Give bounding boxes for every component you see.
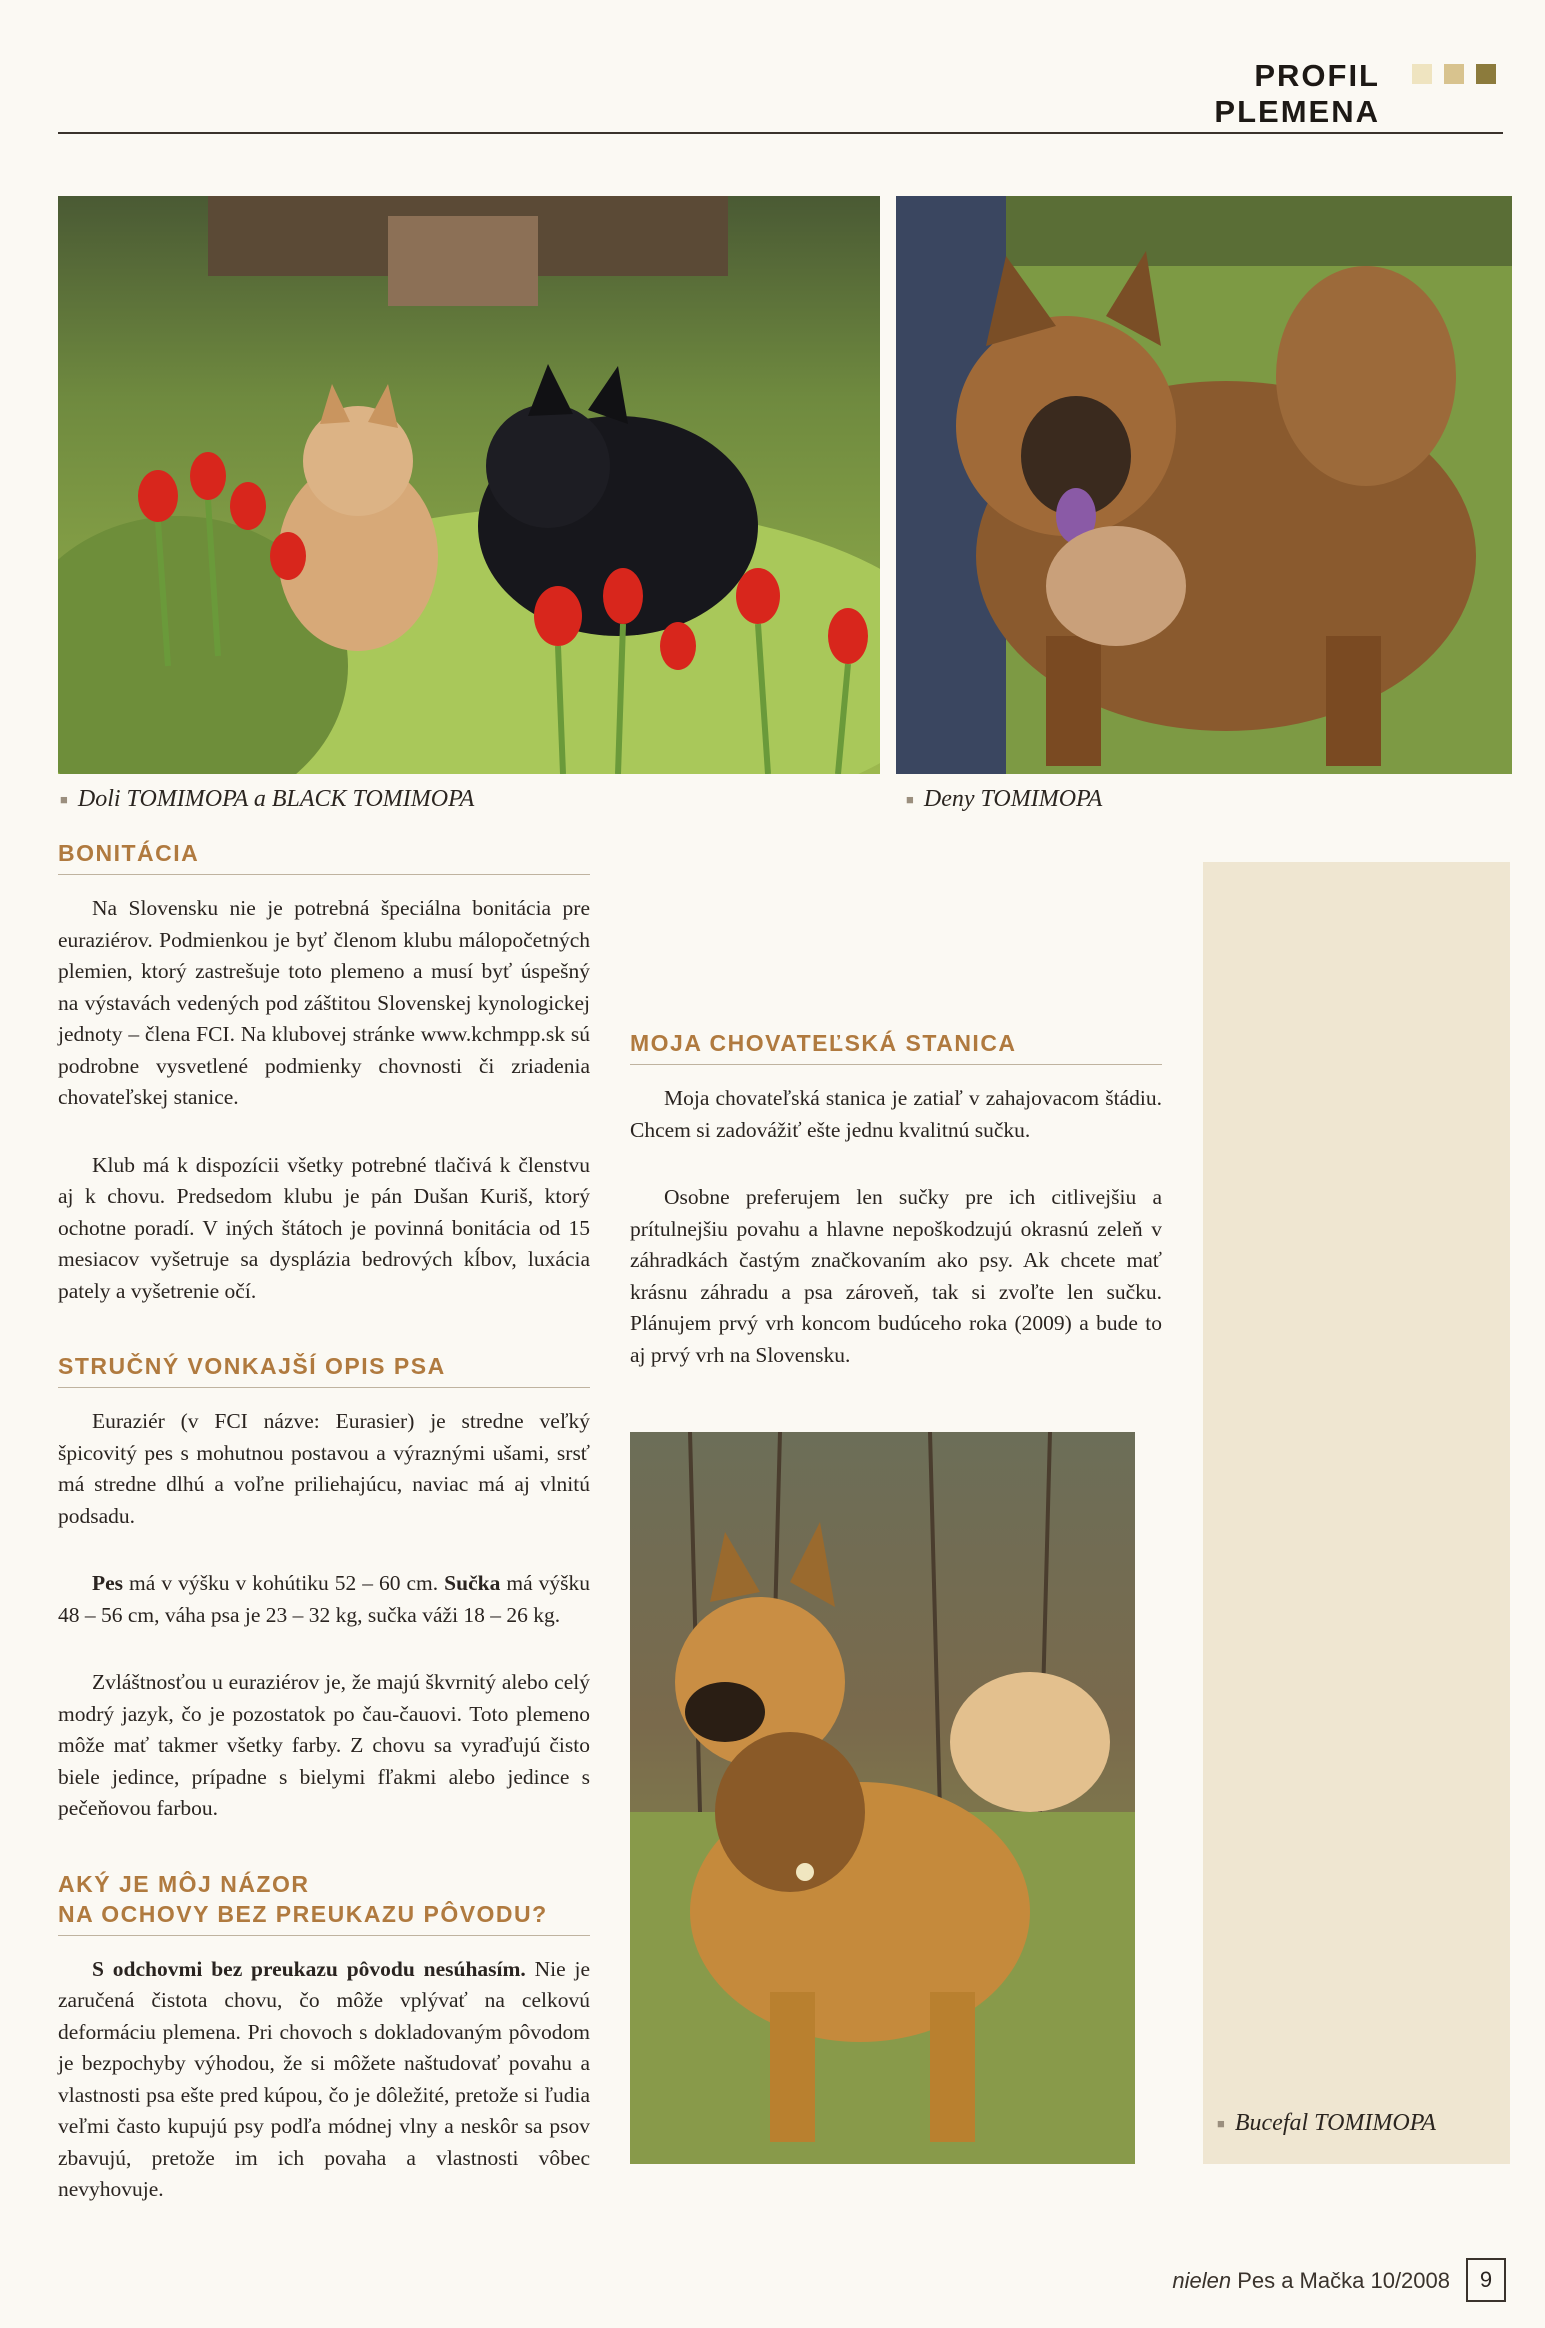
footer-magazine bbox=[1100, 2268, 1450, 2294]
bold-term: Pes bbox=[92, 1571, 124, 1595]
section-title: PROFIL PLEMENA bbox=[1214, 58, 1380, 129]
photo-doli-and-black bbox=[58, 196, 880, 774]
side-panel bbox=[1203, 862, 1510, 2164]
text-run: Nie je zaručená čistota chovu, čo môže vplývať na celkovú deformáciu plemena. Pri chovoch s dokladovaným pôvodom je bezpochyby výhodou, že si môžete naštudovať povahu a vlastnosti psa ešte pred kúpou, čo je dôležité, pretože si ľudia veľmi často kupujú psy podľa módnej vlny a neskôr sa psov zbavujú, pretože im ich povaha a vlastnosti vôbec nevyhovuje. bbox=[58, 1956, 590, 2201]
paragraph: Euraziér (v FCI názve: Eurasier) je stredne veľký špicovitý pes s mohutnou postavou a výraznými ušami, srsť má stredne dlhú a voľne priliehajúcu, naviac má aj vlnitú podsadu. bbox=[58, 1409, 590, 1528]
footer-brand: nielen bbox=[1172, 2268, 1232, 2293]
heading-nazor bbox=[58, 1869, 590, 1936]
column-left bbox=[58, 838, 590, 2242]
bullet-icon: ■ bbox=[1217, 2116, 1225, 2132]
bullet-icon: ■ bbox=[60, 792, 68, 808]
caption-photo-2 bbox=[906, 786, 1102, 813]
caption-text: Bucefal TOMIMOPA bbox=[1234, 2110, 1436, 2136]
caption-photo-1 bbox=[60, 786, 474, 813]
photo-bucefal bbox=[630, 1432, 1135, 2164]
paragraph: Osobne preferujem len sučky pre ich citlivejšiu a prítulnejšiu povahu a hlavne nepoškodzujú okrasnú zeleň v záhradkách častým značkovaním ako psy. Ak chcete mať krásnu záhradu a psa zároveň, tak si zvoľte len sučku. Plánujem prvý vrh koncom budúceho roka (2009) a bude to aj prvý vrh na Slovensku. bbox=[630, 1185, 1162, 1367]
paragraph: Na Slovensku nie je potrebná špeciálna bonitácia pre euraziérov. Podmienkou je byť členom klubu málopočetných plemien, ktorý zastrešuje toto plemeno a musí byť úspešný na výstavách vedených pod záštitou Slovenskej kynologickej jednoty – člena FCI. Na klubovej stránke www.kchmpp.sk sú podrobne vysvetlené podmienky chovnosti či zriadenia chovateľskej stanice. bbox=[58, 896, 590, 1109]
heading-line: AKÝ JE MÔJ NÁZOR bbox=[58, 1870, 310, 1897]
paragraph-sizes bbox=[58, 1568, 590, 1631]
header-rule bbox=[58, 132, 1503, 134]
column-middle bbox=[630, 838, 1162, 1407]
caption-text: Deny TOMIMOPA bbox=[923, 786, 1103, 812]
paragraph: Moja chovateľská stanica je zatiaľ v zahajovacom štádiu. Chcem si zadovážiť ešte jednu kvalitnú sučku. bbox=[630, 1086, 1162, 1142]
caption-photo-3 bbox=[1217, 2110, 1436, 2137]
bold-term: S odchovmi bez preukazu pôvodu nesúhasím. bbox=[92, 1956, 526, 1981]
decor-square-dark bbox=[1476, 64, 1496, 84]
text-run: má v výšku v kohútiku 52 – 60 cm. bbox=[123, 1571, 445, 1595]
text-run: má výšku 48 – 56 cm, váha psa je 23 – 32 kg, sučka váži 18 – 26 kg. bbox=[58, 1571, 590, 1627]
caption-text: Doli TOMIMOPA a BLACK TOMIMOPA bbox=[77, 786, 475, 812]
paragraph: Klub má k dispozícii všetky potrebné tlačivá k členstvu aj k chovu. Predsedom klubu je pán Dušan Kuriš, ktorý ochotne poradí. V iných štátoch je povinná bonitácia od 15 mesiacov vyšetruje sa dysplázia bedrových kĺbov, luxácia pately a vyšetrenie očí. bbox=[58, 1152, 590, 1303]
photo-deny bbox=[896, 196, 1512, 774]
bold-term: Sučka bbox=[444, 1571, 501, 1595]
heading-bonitacia: BONITÁCIA bbox=[58, 838, 590, 875]
heading-line: NA OCHOVY BEZ PREUKAZU PÔVODU? bbox=[58, 1900, 548, 1927]
page-number: 9 bbox=[1466, 2258, 1506, 2302]
footer-issue: Pes a Mačka 10/2008 bbox=[1231, 2268, 1450, 2293]
paragraph-nazor bbox=[58, 1954, 590, 2206]
heading-opis: STRUČNÝ VONKAJŠÍ OPIS PSA bbox=[58, 1351, 590, 1388]
bullet-icon: ■ bbox=[906, 792, 914, 808]
paragraph: Zvláštnosťou u euraziérov je, že majú škvrnitý alebo celý modrý jazyk, čo je pozostatok po čau-čauovi. Toto plemeno môže mať takmer všetky farby. Z chovu sa vyraďujú čisto biele jedince, prípadne s bielymi fľakmi alebo jedince s pečeňovou farbou. bbox=[58, 1670, 590, 1820]
decor-square-medium bbox=[1444, 64, 1464, 84]
heading-stanica: MOJA CHOVATEĽSKÁ STANICA bbox=[630, 1028, 1162, 1065]
decor-square-light bbox=[1412, 64, 1432, 84]
